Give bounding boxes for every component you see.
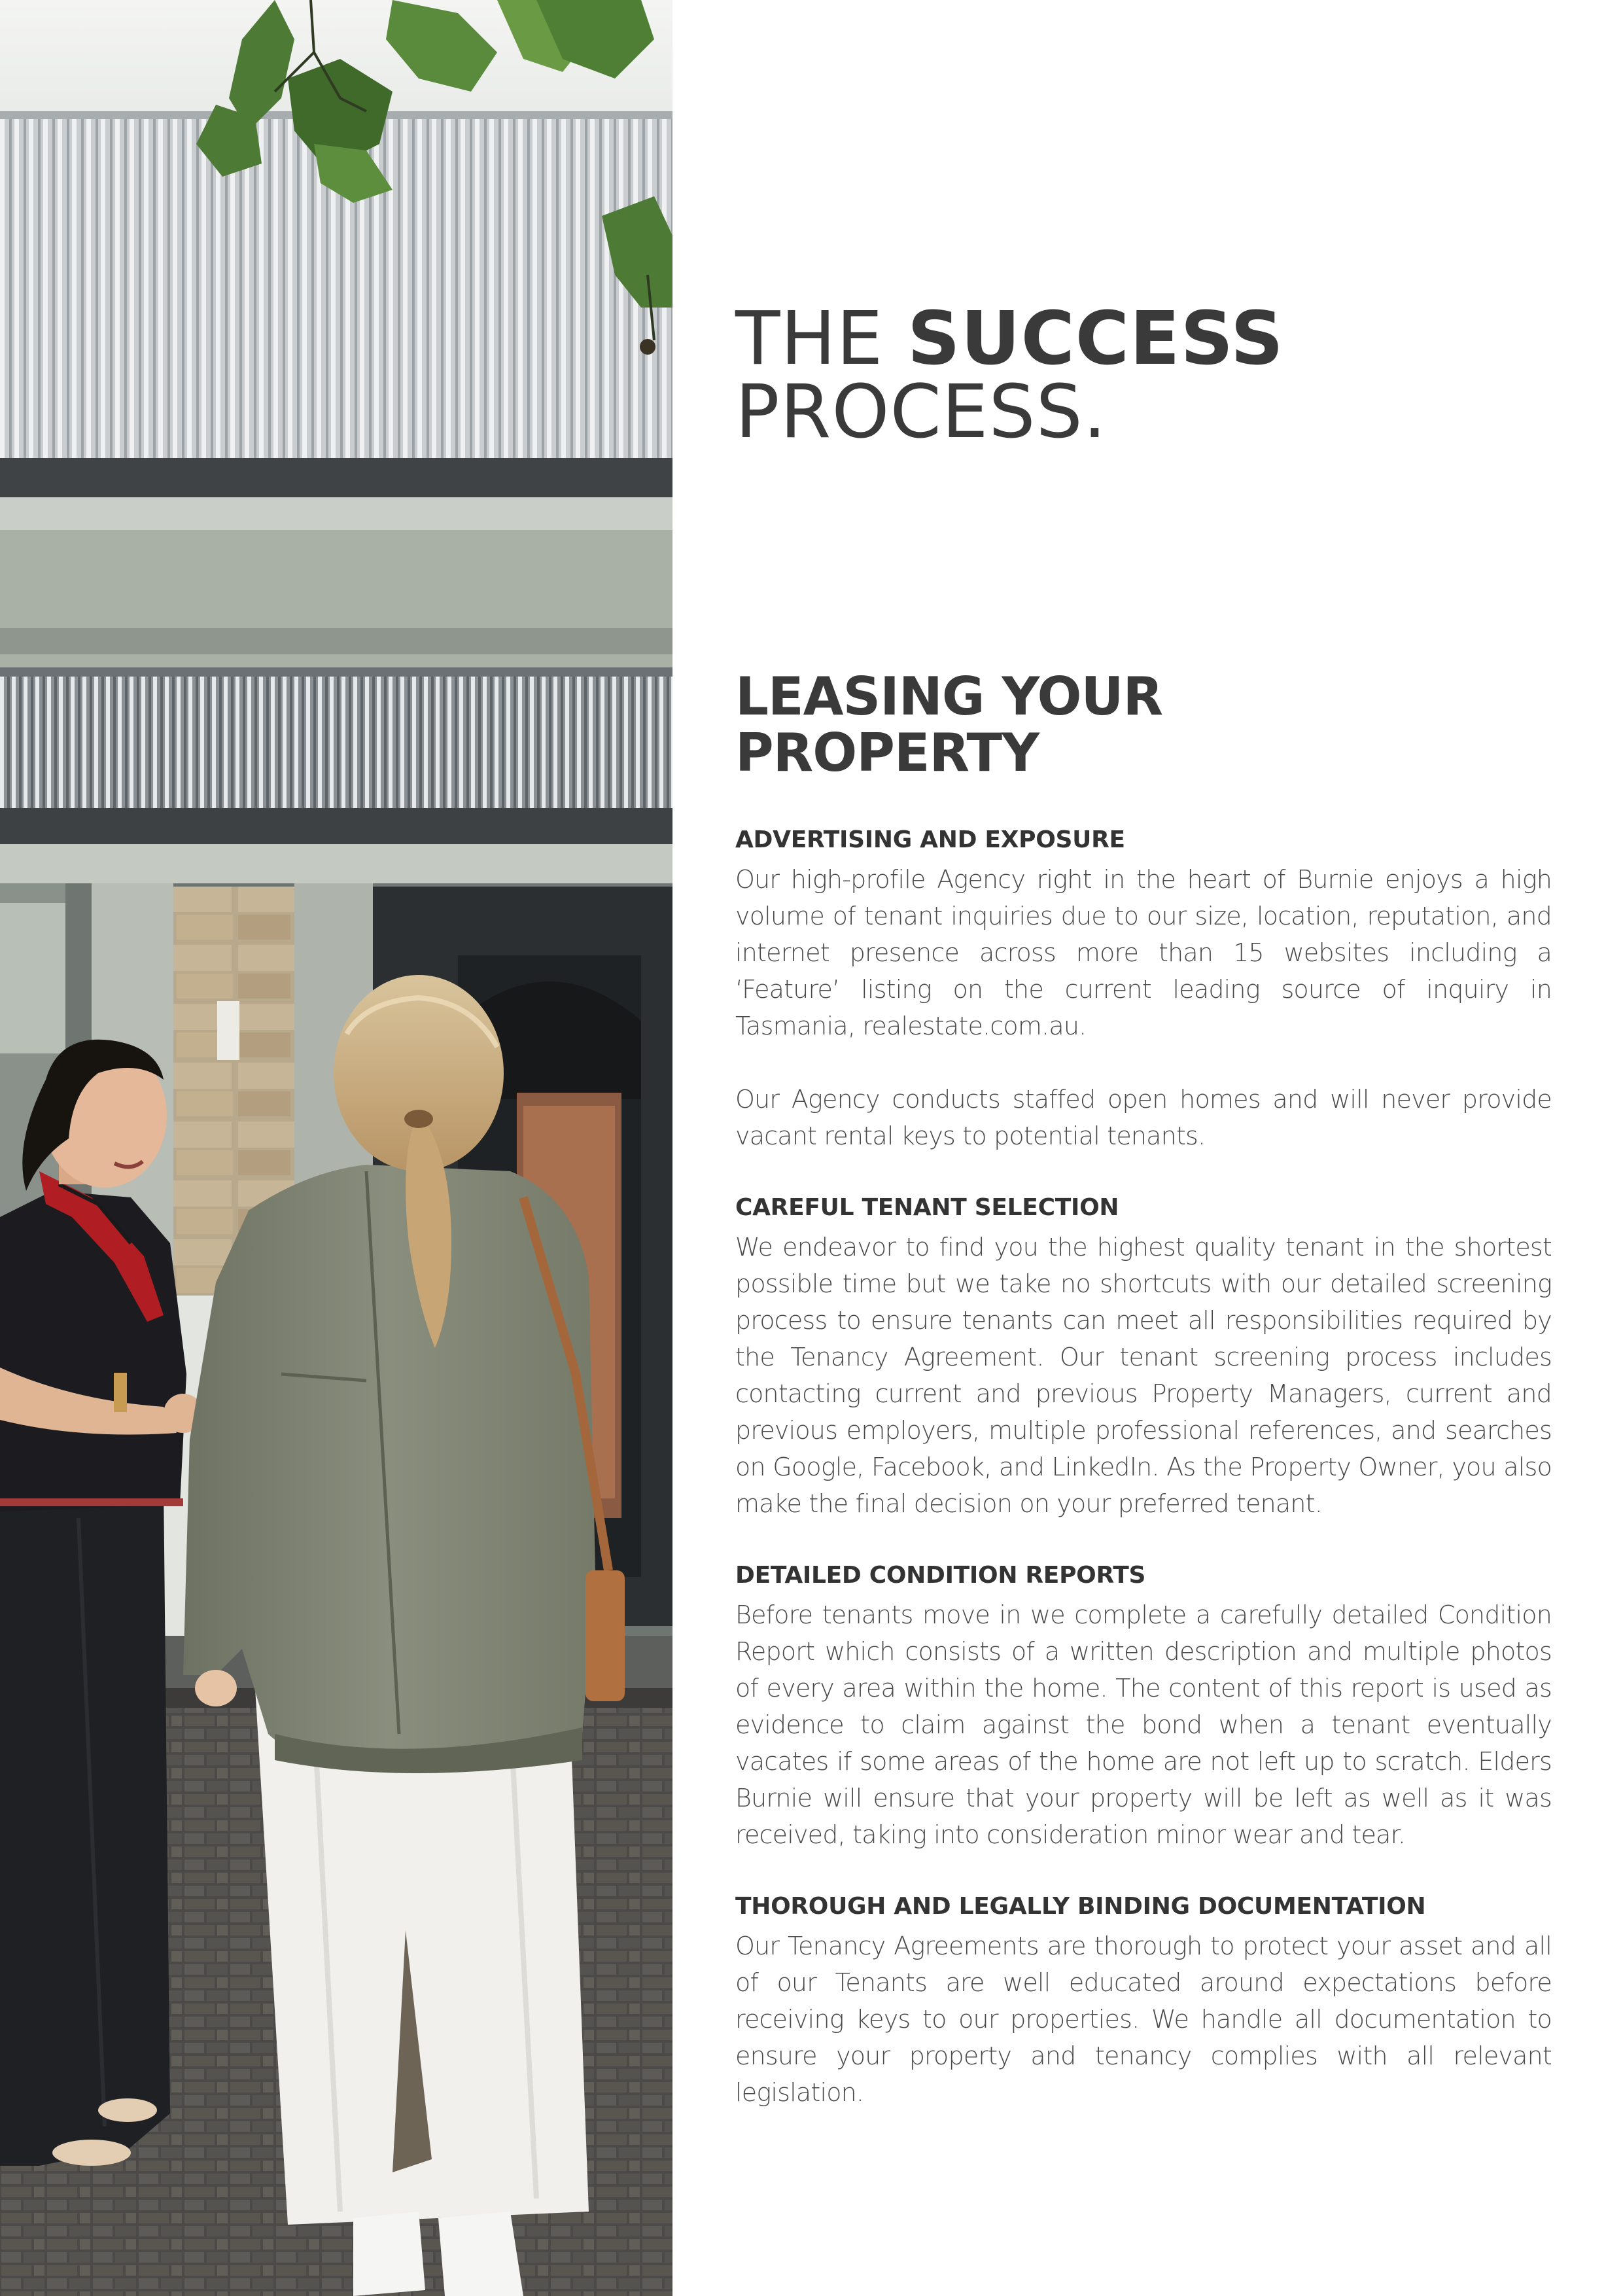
page-title <box>735 296 1284 455</box>
section-paragraph: Our high-profile Agency right in the heart of Burnie enjoys a high volume of tenant inquiries due to our size, location, reputation, and internet presence across more than 15 websites including a ‘Feature’ listing on the current leading source of inquiry in Tasmania, realestate.com.au. <box>735 865 1552 1040</box>
section-advertising <box>735 826 1552 1154</box>
page-title-bold: SUCCESS <box>907 296 1284 381</box>
section-heading-line-1: LEASING YOUR <box>735 666 1163 727</box>
section-title: CAREFUL TENANT SELECTION <box>735 1194 1119 1221</box>
section-title: THOROUGH AND LEGALLY BINDING DOCUMENTATION <box>735 1893 1426 1920</box>
section-tenant-selection <box>735 1193 1552 1522</box>
page-title-line-2: PROCESS. <box>735 370 1108 455</box>
section-documentation <box>735 1892 1552 2111</box>
section-paragraph: Before tenants move in we complete a carefully detailed Condition Report which consists of a written description and multiple photos of every area within the home. The content of this report is used as evidence to claim against the bond when a tenant eventually vacates if some areas of the home are not left up to scratch. Elders Burnie will ensure that your property will be left as well as it was received, taking into consideration minor wear and tear. <box>735 1600 1552 1849</box>
section-paragraph: Our Agency conducts staffed open homes and will never provide vacant rental keys to potential tenants. <box>735 1085 1552 1150</box>
section-paragraph: Our Tenancy Agreements are thorough to protect your asset and all of our Tenants are well educated around expectations before receiving keys to our properties. We handle all documentation to ensure your property and tenancy complies with all relevant legislation. <box>735 1932 1552 2107</box>
section-title: DETAILED CONDITION REPORTS <box>735 1562 1146 1589</box>
page-title-line-1 <box>735 296 1284 381</box>
section-condition-reports <box>735 1561 1552 1853</box>
section-heading <box>735 666 1163 783</box>
section-title: ADVERTISING AND EXPOSURE <box>735 826 1125 853</box>
section-paragraph: We endeavor to find you the highest quality tenant in the shortest possible time but we take no shortcuts with our detailed screening process to ensure tenants can meet all responsibilities required by the Tenancy Agreement. Our tenant screening process includes contacting current and previous Property Managers, current and previous employers, multiple professional references, and searches on Google, Facebook, and LinkedIn. As the Property Owner, you also make the final decision on your preferred tenant. <box>735 1233 1552 1518</box>
page-title-light: THE <box>735 296 907 381</box>
property-photo <box>0 0 672 2296</box>
section-heading-line-2: PROPERTY <box>735 722 1039 783</box>
